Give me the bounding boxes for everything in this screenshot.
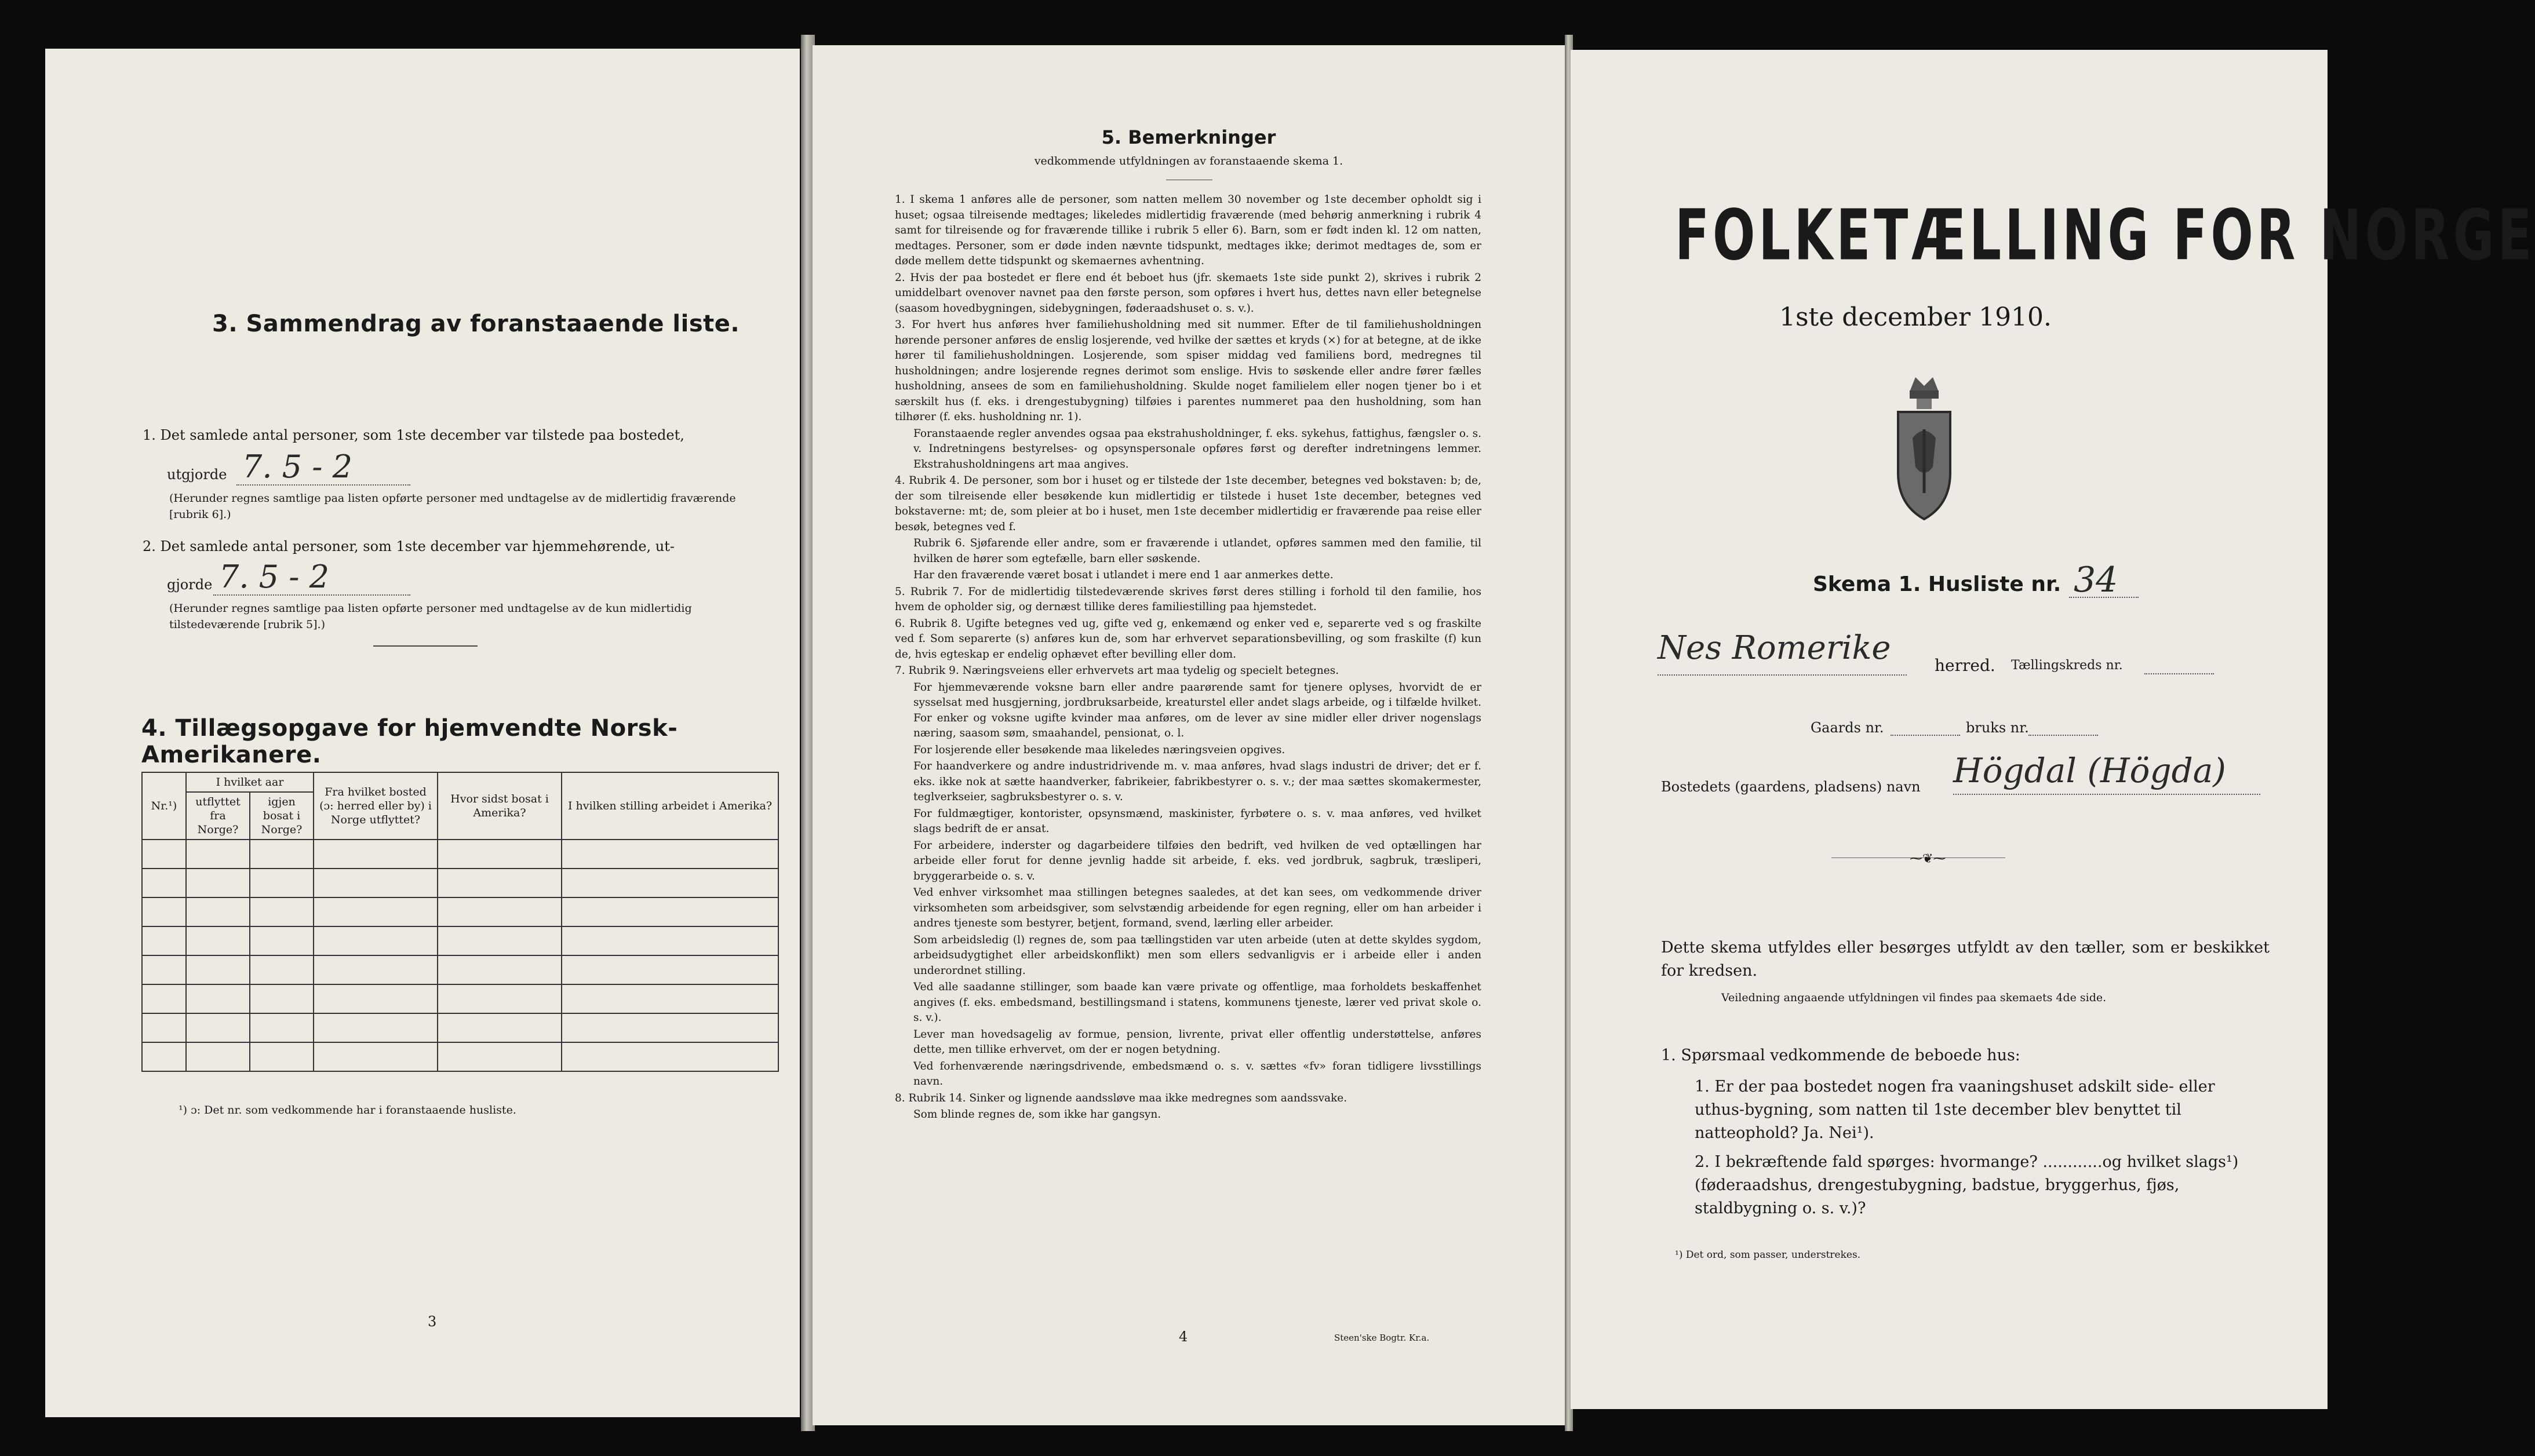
remark-7-d: For fuldmægtiger, kontorister, opsynsmænd, maskinister, fyrbøtere o. s. v. maa anføres, ved hvilket slags bedrift de er ansat.	[913, 807, 1481, 835]
bruks-label: bruks nr.	[1966, 720, 2029, 736]
summary-item-2-note: (Herunder regnes samtlige paa listen opførte personer med undtagelse av de kun midlertidig tilstedeværende [rubrik 5].)	[169, 602, 692, 631]
summary-item-2-prefix: gjorde	[167, 576, 213, 593]
table-footnote: ¹) ɔ: Det nr. som vedkommende har i foranstaaende husliste.	[179, 1104, 516, 1116]
remark-3-extra: Foranstaaende regler anvendes ogsaa paa ekstrahusholdninger, f. eks. sykehus, fattighus, fængsler o. s. v. Indretningens bestyrelses- og opsynspersonale opføres først og derefter indretningens lemmer. Ekstrahusholdningens art maa angives.	[913, 427, 1481, 470]
summary-item-2-value: 7. 5 - 2	[219, 559, 329, 595]
instruction-2: Veiledning angaaende utfyldningen vil findes paa skemaets 4de side.	[1721, 991, 2107, 1004]
remark-8: 8. Rubrik 14. Sinker og lignende aandssløve maa ikke medregnes som aandssvake.	[895, 1092, 1347, 1104]
remark-7-i: Lever man hovedsagelig av formue, pension, livrente, privat eller offentlig understøttelse, anføres dette, men tillike erhvervet, om der er nogen betydning.	[913, 1028, 1481, 1056]
question-2: 2. I bekræftende fald spørges: hvormange? ............og hvilket slags¹) (føderaadshus, drengestubygning, badstue, bryggerhus, fjøs, staldbygning o. s. v.)?	[1695, 1153, 2239, 1217]
remarks-subtitle: vedkommende utfyldningen av foranstaaende skema 1.	[1034, 155, 1343, 167]
table-row	[142, 926, 778, 955]
husliste-number: 34	[2074, 560, 2118, 600]
remark-8-blind: Som blinde regnes de, som ikke har gangsyn.	[913, 1108, 1161, 1121]
summary-item-1-value: 7. 5 - 2	[242, 448, 352, 485]
bosted-dotline	[1953, 794, 2260, 795]
remark-7-h: Ved alle saadanne stillinger, som baade kan være private og offentlige, maa forholdets beskaffenhet angives (f. eks. embedsmand, bestillingsmand i statens, kommunens tjeneste, lærer ved privat skole o. s. v.).	[913, 981, 1481, 1024]
remark-1: 1. I skema 1 anføres alle de personer, som natten mellem 30 november og 1ste december opholdt sig i huset; ogsaa tilreisende medtages; likeledes midlertidig fraværende (med behørig anmerkning i rubrik 4 samt for tilreisende og for fraværende tillike i rubrik 5 eller 6). Barn, som er født inden kl. 12 om natten, medtages. Personer, som er døde inden nævnte tidspunkt, medtages ikke; derimot medtages de, som er døde mellem dette tidspunkt og skemaernes avhentning.	[895, 194, 1481, 267]
col-last-residence: Hvor sidst bosat i Amerika?	[438, 772, 562, 840]
norsk-amerikanere-table	[141, 772, 779, 1072]
table-row	[142, 955, 778, 984]
page-number: 4	[1179, 1329, 1188, 1345]
remark-3: 3. For hvert hus anføres hver familiehusholdning med sit nummer. Efter de til familiehusholdningen hørende personer anføres de enslig losjerende, ved hvilke der sættes et kryds (×) for at betegne, at de ikke hører til familiehusholdningen. Losjerende, som spiser middag ved familiens bord, medregnes til husholdningen; andre losjerende regnes derimot som enslige. Hvis to søskende eller andre fører fælles husholdning, ansees de som en familiehusholdning. Skulde noget familielem eller nogen tjener bo i et særskilt hus (f. eks. i drengestubygning) tilføies i parentes nummeret paa den husholdning, som han tilhører (f. eks. husholdning nr. 1).	[895, 319, 1481, 423]
col-year-group: I hvilket aar	[186, 772, 314, 792]
summary-item-1-dotline	[236, 484, 410, 486]
husliste-dotline	[2069, 597, 2139, 598]
page-number: 3	[428, 1313, 437, 1330]
col-position: I hvilken stilling arbeidet i Amerika?	[562, 772, 778, 840]
question-1: 1. Er der paa bostedet nogen fra vaaningshuset adskilt side- eller uthus-bygning, som natten til 1ste december blev benyttet til natteophold? Ja. Nei¹).	[1695, 1078, 2215, 1142]
census-date: 1ste december 1910.	[1779, 302, 2052, 332]
table-row	[142, 1042, 778, 1071]
col-nr: Nr.¹)	[142, 772, 186, 840]
ornament-icon: ⁓❦⁓	[1910, 852, 1946, 866]
summary-item-1-prefix: utgjorde	[167, 466, 227, 483]
separator-rule	[373, 645, 478, 647]
gaards-dotline	[1891, 735, 1960, 736]
gaards-label: Gaards nr.	[1811, 720, 1884, 736]
section-3-title: 3. Sammendrag av foranstaaende liste.	[212, 311, 740, 337]
remarks-title: 5. Bemerkninger	[1101, 126, 1276, 148]
page-1	[1571, 50, 2535, 1409]
table-row	[142, 840, 778, 869]
skema-label: Skema 1. Husliste nr.	[1813, 572, 2061, 596]
remark-4-abroad: Har den fraværende været bosat i utlandet i mere end 1 aar anmerkes dette.	[913, 569, 1334, 581]
summary-item-2: 2. Det samlede antal personer, som 1ste december var hjemmehørende, ut-	[143, 538, 675, 554]
remark-5: 5. Rubrik 7. For de midlertidig tilstedeværende skrives først deres stilling i forhold til den familie, hos hvem de opholder sig, og dernæst tillike deres familiestilling paa hjemstedet.	[895, 585, 1481, 613]
kreds-label: Tællingskreds nr.	[2011, 658, 2123, 673]
instruction-1: Dette skema utfyldes eller besørges utfyldt av den tæller, som er beskikket for kredsen.	[1661, 939, 2270, 980]
col-emigrated: utflyttet fra Norge?	[186, 792, 250, 840]
herred-value: Nes Romerike	[1658, 629, 1891, 667]
remark-7-c: For haandverkere og andre industridrivende m. v. maa anføres, hvad slags industri de driver; det er f. eks. ikke nok at sætte haandverker, fabrikeier, fabrikbestyrer o. s. v.; der maa sættes skomakermester, teglverkseier, sagbruksbestyrer o. s. v.	[913, 760, 1481, 803]
remark-7-f: Ved enhver virksomhet maa stillingen betegnes saaledes, at det kan sees, om vedkommende driver virksomheten som arbeidsgiver, som selvstændig arbeidende for egen regning, eller om han arbeider i andres tjeneste som bestyrer, betjent, formand, svend, lærling eller arbeider.	[913, 886, 1481, 929]
herred-dotline	[1658, 674, 1907, 676]
remark-7-j: Ved forhenværende næringsdrivende, embedsmænd o. s. v. sættes «fv» foran tidligere livsstillings navn.	[913, 1060, 1481, 1088]
page-3	[45, 49, 800, 1417]
bosted-label: Bostedets (gaardens, pladsens) navn	[1661, 779, 1921, 795]
remark-2: 2. Hvis der paa bostedet er flere end ét beboet hus (jfr. skemaets 1ste side punkt 2), skrives i rubrik 2 umiddelbart ovenover navnet paa den første person, som opføres i hvert hus, dettes navn eller betegnelse (saasom hovedbygningen, sidebygningen, føderaadshuset o. s. v.).	[895, 271, 1481, 315]
remark-6: 6. Rubrik 8. Ugifte betegnes ved ug, gifte ved g, enkemænd og enker ved e, separerte ved s og fraskilte ved f. Som separerte (s) anføres kun de, som har erhvervet separationsbevilling, og som fraskilte (f) kun de, hvis egteskap er endelig ophævet efter bevilling eller dom.	[895, 617, 1481, 661]
printer-mark: Steen'ske Bogtr. Kr.a.	[1334, 1333, 1430, 1343]
summary-item-2-dotline	[213, 594, 410, 596]
remark-4: 4. Rubrik 4. De personer, som bor i huset og er tilstede der 1ste december, betegnes ved bokstaven: b; de, der som tilreisende eller besøkende kun midlertidig er tilstede i huset 1ste december, betegnes ved bokstaverne: mt; de, som pleier at bo i huset, men 1ste december midlertidig er fraværende paa reise eller besøk, betegnes ved f.	[895, 475, 1481, 533]
questions-heading: 1. Spørsmaal vedkommende de beboede hus:	[1661, 1046, 2020, 1064]
census-title: FOLKETÆLLING FOR NORGE	[1675, 195, 2535, 276]
norway-coat-of-arms-icon	[1886, 374, 1962, 527]
remark-7: 7. Rubrik 9. Næringsveiens eller erhvervets art maa tydelig og specielt betegnes.	[895, 665, 1339, 677]
summary-item-1-note: (Herunder regnes samtlige paa listen opførte personer med undtagelse av de midlertidig fraværende [rubrik 6].)	[169, 492, 736, 521]
table-row	[142, 1013, 778, 1042]
remark-7-g: Som arbeidsledig (l) regnes de, som paa tællingstiden var uten arbeide (uten at dette skyldes sygdom, arbeidsudygtighet eller arbeidskonflikt) men som ellers sedvanligvis er i arbeide eller i anden underordnet stilling.	[913, 933, 1481, 977]
page-4	[813, 45, 1565, 1425]
summary-item-1: 1. Det samlede antal personer, som 1ste december var tilstede paa bostedet,	[143, 427, 684, 443]
remarks-body	[895, 192, 1481, 1124]
table-row	[142, 984, 778, 1013]
herred-label: herred.	[1935, 656, 1995, 675]
remark-7-b: For losjerende eller besøkende maa likeledes næringsveien opgives.	[913, 743, 1285, 756]
bruks-dotline	[2028, 735, 2098, 736]
col-from-where: Fra hvilket bosted (ɔ: herred eller by) i Norge utflyttet?	[314, 772, 438, 840]
kreds-dotline	[2144, 673, 2214, 674]
remark-4-rubrik-6: Rubrik 6. Sjøfarende eller andre, som er fraværende i utlandet, opføres sammen med den familie, til hvilken de hører som egtefælle, barn eller søskende.	[913, 537, 1481, 565]
col-returned: igjen bosat i Norge?	[250, 792, 314, 840]
remark-7-e: For arbeidere, inderster og dagarbeidere tilføies den bedrift, ved hvilken de ved optællingen har arbeide eller forut for denne jevnlig hadde sit arbeide, f. eks. ved jordbruk, sagbruk, træsliperi, bryggerarbeide o. s. v.	[913, 839, 1481, 882]
bosted-value: Högdal (Högda)	[1953, 751, 2226, 790]
table-row	[142, 869, 778, 897]
page1-footnote: ¹) Det ord, som passer, understrekes.	[1675, 1249, 1861, 1261]
remark-7-a: For hjemmeværende voksne barn eller andre paarørende samt for tjenere oplyses, hvorvidt de er sysselsat med husgjerning, jordbruksarbeide, kreaturstel eller andet slags arbeide, og i tilfælde hvilket. For enker og voksne ugifte kvinder maa anføres, om de lever av sine midler eller driver nogenslags næring, saasom søm, smaahandel, pensionat, o. l.	[913, 681, 1481, 739]
section-4-title: 4. Tillægsopgave for hjemvendte Norsk-Amerikanere.	[141, 715, 678, 768]
table-row	[142, 897, 778, 926]
